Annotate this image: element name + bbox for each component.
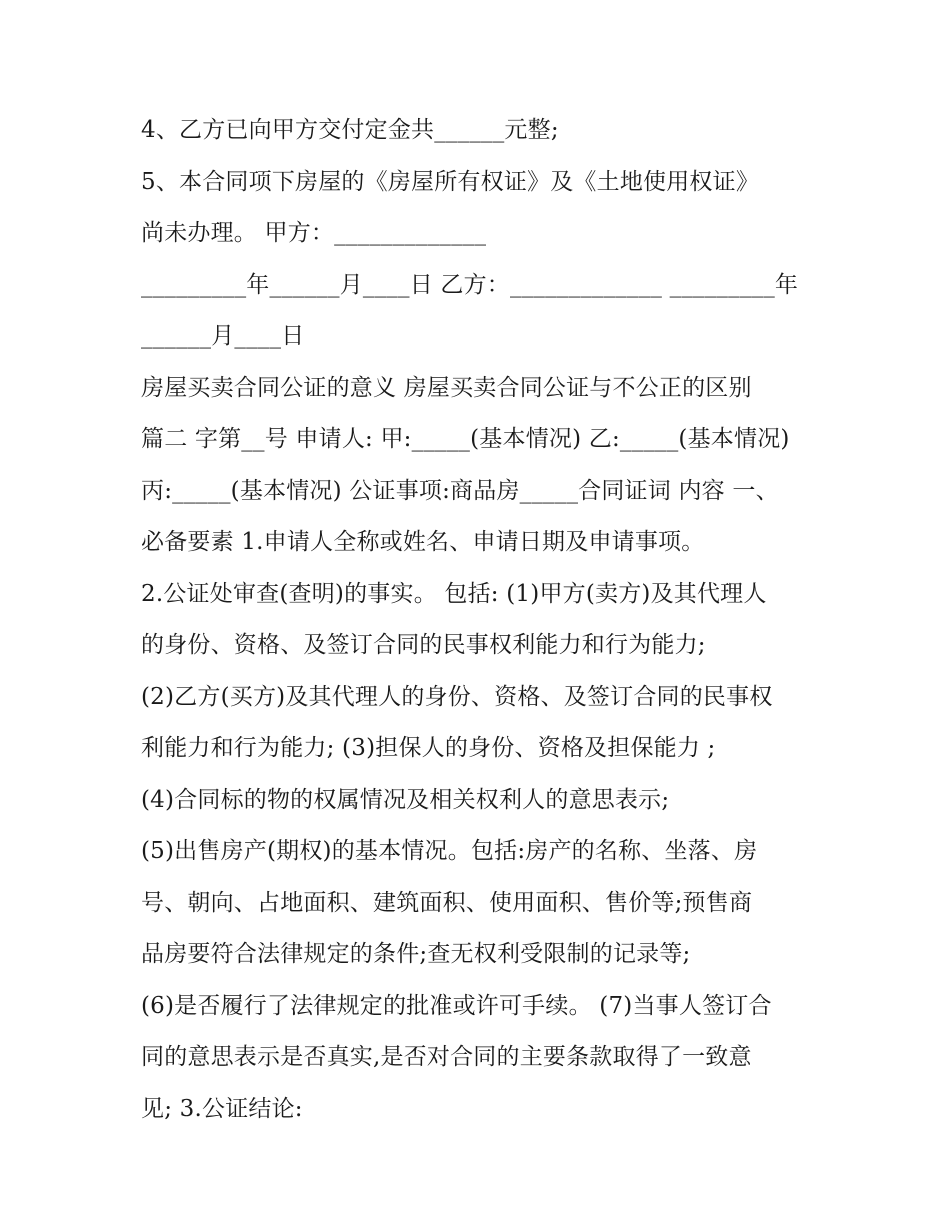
text-line: 房屋买卖合同公证的意义 房屋买卖合同公证与不公正的区别: [141, 374, 752, 401]
text-line: 2.公证处审查(查明)的事实。 包括: (1)甲方(卖方)及其代理人: [141, 580, 767, 607]
text-line: (4)合同标的物的权属情况及相关权利人的意思表示;: [141, 786, 670, 813]
text-line: 丙:_____(基本情况) 公证事项:商品房_____合同证词 内容 一、: [141, 477, 779, 504]
text-line: 见; 3.公证结论:: [141, 1095, 303, 1122]
text-line: 5、本合同项下房屋的《房屋所有权证》及《土地使用权证》: [141, 168, 760, 195]
text-line: 利能力和行为能力; (3)担保人的身份、资格及担保能力 ;: [141, 735, 716, 761]
text-line: 尚未办理。 甲方：_____________: [141, 220, 487, 246]
text-line: _________年______月____日 乙方：_____________ _________年: [141, 271, 799, 298]
document-body: [141, 105, 841, 1135]
text-line: 的身份、资格、及签订合同的民事权利能力和行为能力;: [141, 632, 706, 658]
text-line: (5)出售房产(期权)的基本情况。包括:房产的名称、坐落、房: [141, 838, 758, 864]
text-line: 同的意思表示是否真实,是否对合同的主要条款取得了一致意: [141, 1044, 752, 1070]
text-line: 号、朝向、占地面积、建筑面积、使用面积、售价等;预售商: [141, 889, 753, 916]
text-line: 必备要素 1.申请人全称或姓名、申请日期及申请事项。: [141, 529, 705, 555]
text-line: 品房要符合法律规定的条件;查无权利受限制的记录等;: [141, 941, 691, 967]
text-line: (2)乙方(买方)及其代理人的身份、资格、及签订合同的民事权: [141, 683, 773, 710]
text-line: 4、乙方已向甲方交付定金共______元整;: [141, 117, 559, 143]
text-line: 篇二 字第__号 申请人: 甲:_____(基本情况) 乙:_____(基本情况): [141, 426, 790, 452]
text-line: (6)是否履行了法律规定的批准或许可手续。 (7)当事人签订合: [141, 992, 772, 1019]
text-line: ______月____日: [141, 323, 305, 349]
